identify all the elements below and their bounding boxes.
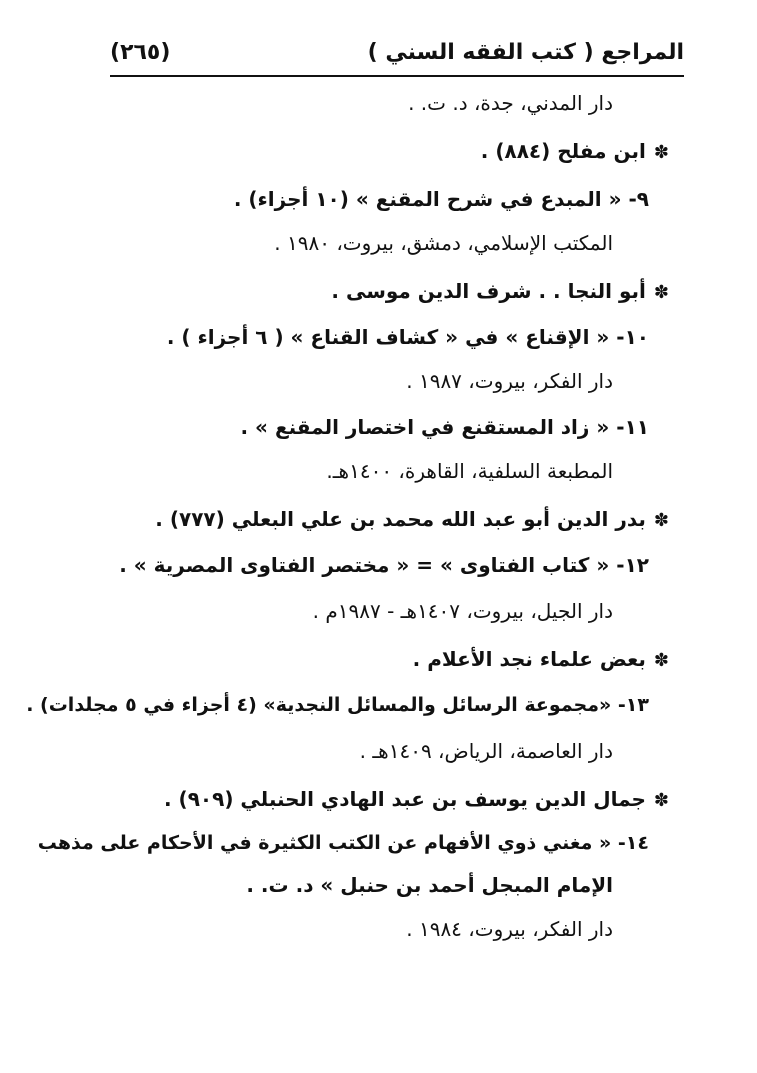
author-text: ابن مفلح (٨٨٤) . — [480, 139, 646, 163]
entry-line: ٩- « المبدع في شرح المقنع » (١٠ أجزاء) . — [233, 187, 649, 211]
publisher-line: دار الفكر، بيروت، ١٩٨٧ . — [406, 369, 613, 393]
page-number: (٢٦٥) — [110, 40, 171, 65]
author-line — [164, 784, 669, 816]
author-text: جمال الدين يوسف بن عبد الهادي الحنبلي (٩٠٩) . — [163, 787, 646, 811]
author-line — [155, 504, 669, 536]
author-text: بعض علماء نجد الأعلام . — [412, 647, 646, 671]
publisher-line: دار العاصمة، الرياض، ١٤٠٩هـ . — [359, 739, 613, 763]
publisher-line: المطبعة السلفية، القاهرة، ١٤٠٠هـ. — [326, 459, 613, 483]
publisher-line: دار الجيل، بيروت، ١٤٠٧هـ - ١٩٨٧م . — [312, 599, 613, 623]
publisher-line: المكتب الإسلامي، دمشق، بيروت، ١٩٨٠ . — [274, 231, 613, 255]
author-line — [331, 276, 669, 308]
author-line — [481, 136, 669, 168]
publisher-line: دار الفكر، بيروت، ١٩٨٤ . — [406, 917, 613, 941]
page-header — [110, 38, 684, 74]
entry-line: ١٣- «مجموعة الرسائل والمسائل النجدية» (٤ أجزاء في ٥ مجلدات) . — [26, 694, 649, 716]
header-title: المراجع ( كتب الفقه السني ) — [367, 40, 684, 65]
entry-line: ١١- « زاد المستقنع في اختصار المقنع » . — [240, 415, 649, 439]
asterisk-icon: ✽ — [653, 650, 669, 671]
header-rule — [110, 75, 684, 77]
author-text: أبو النجا . . شرف الدين موسى . — [331, 279, 646, 303]
publisher-line: دار المدني، جدة، د. ت. . — [408, 91, 613, 115]
asterisk-icon: ✽ — [653, 282, 669, 303]
asterisk-icon: ✽ — [653, 142, 669, 163]
entry-line: ١٤- « مغني ذوي الأفهام عن الكتب الكثيرة في الأحكام على مذهب — [37, 832, 649, 854]
entry-line: ١٢- « كتاب الفتاوى » = « مختصر الفتاوى المصرية » . — [119, 553, 649, 577]
asterisk-icon: ✽ — [653, 790, 669, 811]
asterisk-icon: ✽ — [653, 510, 669, 531]
entry-line: ١٠- « الإقناع » في « كشاف القناع » ( ٦ أجزاء ) . — [166, 325, 649, 349]
entry-continuation-line: الإمام المبجل أحمد بن حنبل » د. ت. . — [246, 873, 613, 897]
author-text: بدر الدين أبو عبد الله محمد بن علي البعلي (٧٧٧) . — [155, 507, 646, 531]
author-line — [413, 644, 669, 676]
